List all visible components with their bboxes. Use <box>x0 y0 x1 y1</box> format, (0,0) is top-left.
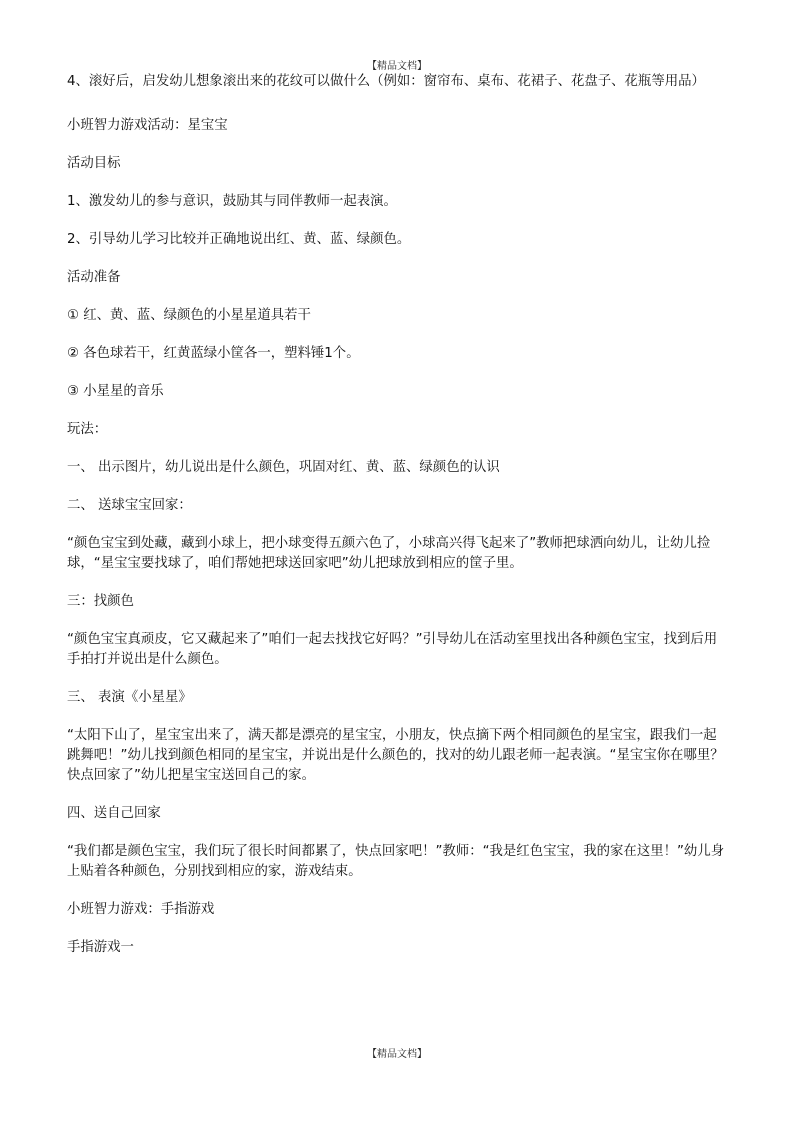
page-footer: 【精品文档】 <box>367 1049 427 1060</box>
heading: 四、送自己回家 <box>67 806 161 821</box>
list-item: ① 红、黄、蓝、绿颜色的小星星道具若干 <box>67 308 311 323</box>
page-header: 【精品文档】 <box>367 61 427 72</box>
section-title: 小班智力游戏活动：星宝宝 <box>67 118 228 133</box>
document-body <box>67 72 729 958</box>
heading: 玩法： <box>67 422 108 437</box>
paragraph: “太阳下山了，星宝宝出来了，满天都是漂亮的星宝宝，小朋友，快点摘下两个相同颜色的星宝宝，跟我们一起跳舞吧！”幼儿找到颜色相同的星宝宝，并说出是什么颜色的，找对的幼儿跟老师一起表演。“星宝宝你在哪里？快点回家了”幼儿把星宝宝送回自己的家。 <box>67 728 724 783</box>
paragraph: “我们都是颜色宝宝，我们玩了很长时间都累了，快点回家吧！”教师：“我是红色宝宝，我的家在这里！”幼儿身上贴着各种颜色，分别找到相应的家，游戏结束。 <box>67 844 725 879</box>
paragraph: 1、激发幼儿的参与意识，鼓励其与同伴教师一起表演。 <box>67 194 397 209</box>
heading: 活动目标 <box>67 156 121 171</box>
heading: 活动准备 <box>67 270 121 285</box>
heading: 三：找颜色 <box>67 594 134 609</box>
paragraph: 一、 出示图片，幼儿说出是什么颜色，巩固对红、黄、蓝、绿颜色的认识 <box>67 460 500 475</box>
heading: 手指游戏一 <box>67 940 134 955</box>
heading: 二、 送球宝宝回家： <box>67 498 192 513</box>
paragraph: “颜色宝宝真顽皮，它又藏起来了”咱们一起去找找它好吗？”引导幼儿在活动室里找出各种颜色宝宝，找到后用手拍打并说出是什么颜色。 <box>67 632 718 667</box>
section-title: 小班智力游戏：手指游戏 <box>67 902 215 917</box>
paragraph: “颜色宝宝到处藏，藏到小球上，把小球变得五颜六色了，小球高兴得飞起来了”教师把球洒向幼儿，让幼儿捡球，“星宝宝要找球了，咱们帮她把球送回家吧”幼儿把球放到相应的筐子里。 <box>67 536 711 571</box>
heading: 三、 表演《小星星》 <box>67 690 192 705</box>
list-item: ② 各色球若干，红黄蓝绿小筐各一，塑料锤1个。 <box>67 346 360 361</box>
list-item: ③ 小星星的音乐 <box>67 384 164 399</box>
paragraph: 4、滚好后，启发幼儿想象滚出来的花纹可以做什么（例如：窗帘布、桌布、花裙子、花盘子、花瓶等用品） <box>67 74 705 89</box>
paragraph: 2、引导幼儿学习比较并正确地说出红、黄、蓝、绿颜色。 <box>67 232 411 247</box>
